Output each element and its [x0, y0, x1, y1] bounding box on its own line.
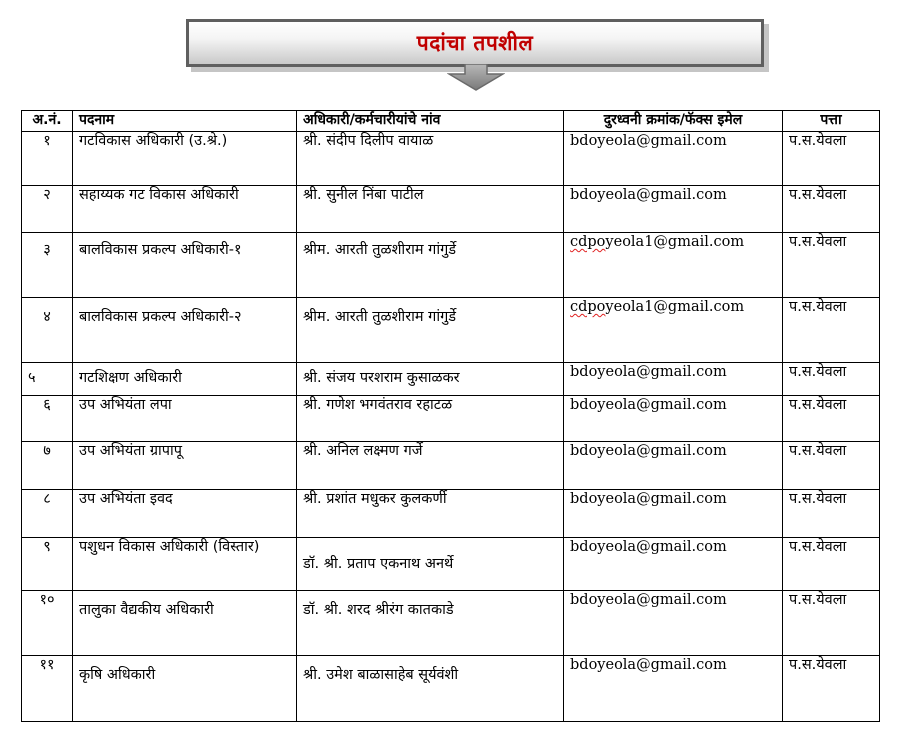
arrow-down-icon — [447, 64, 505, 92]
post-cell: गटविकास अधिकारी (उ.श्रे.) — [73, 132, 297, 186]
serial-cell: ४ — [22, 298, 73, 363]
email-prefix-misspelled: cdpo — [570, 234, 606, 250]
officer-cell: श्री. संदीप दिलीप वायाळ — [297, 132, 564, 186]
email-cell — [564, 591, 783, 656]
header-officer: अधिकारी/कर्मचारीयांचे नांव — [297, 111, 564, 132]
address-cell: प.स.येवला — [783, 186, 880, 233]
serial-cell: १ — [22, 132, 73, 186]
email-text: bdoyeola@gmail.com — [570, 364, 727, 380]
serial-cell: ८ — [22, 490, 73, 538]
email-text: bdoyeola@gmail.com — [570, 491, 727, 507]
email-cell — [564, 186, 783, 233]
address-cell: प.स.येवला — [783, 298, 880, 363]
officer-cell: श्री. प्रशांत मधुकर कुलकर्णी — [297, 490, 564, 538]
email-cell — [564, 656, 783, 722]
email-cell — [564, 396, 783, 442]
table-row — [22, 396, 880, 442]
serial-cell: ७ — [22, 442, 73, 490]
email-text: bdoyeola@gmail.com — [570, 657, 727, 673]
post-cell: उप अभियंता लपा — [73, 396, 297, 442]
post-cell: सहाय्यक गट विकास अधिकारी — [73, 186, 297, 233]
table-row — [22, 490, 880, 538]
email-text: bdoyeola@gmail.com — [570, 133, 727, 149]
serial-cell: ५ — [22, 363, 73, 396]
email-text: bdoyeola@gmail.com — [570, 397, 727, 413]
email-text: bdoyeola@gmail.com — [570, 592, 727, 608]
serial-cell: ९ — [22, 538, 73, 591]
officer-cell: डॉ. श्री. प्रताप एकनाथ अनर्थे — [297, 538, 564, 591]
officer-cell: श्री. अनिल लक्ष्मण गर्जे — [297, 442, 564, 490]
table-header-row — [22, 111, 880, 132]
address-cell: प.स.येवला — [783, 591, 880, 656]
email-prefix-misspelled: cdpo — [570, 299, 606, 315]
serial-cell: ११ — [22, 656, 73, 722]
address-cell: प.स.येवला — [783, 442, 880, 490]
table-row — [22, 186, 880, 233]
serial-cell: ३ — [22, 233, 73, 298]
address-cell: प.स.येवला — [783, 656, 880, 722]
email-cell — [564, 233, 783, 298]
officer-cell: श्री. संजय परशराम कुसाळकर — [297, 363, 564, 396]
email-cell — [564, 132, 783, 186]
email-text: bdoyeola@gmail.com — [570, 443, 727, 459]
post-cell: कृषि अधिकारी — [73, 656, 297, 722]
serial-cell: १० — [22, 591, 73, 656]
email-cell — [564, 490, 783, 538]
post-cell: उप अभियंता ग्रापापू — [73, 442, 297, 490]
header-post: पदनाम — [73, 111, 297, 132]
title-banner — [186, 19, 764, 67]
post-cell: बालविकास प्रकल्प अधिकारी-१ — [73, 233, 297, 298]
officer-cell: श्रीम. आरती तुळशीराम गांगुर्डे — [297, 233, 564, 298]
officer-cell: श्री. सुनील निंबा पाटील — [297, 186, 564, 233]
email-text: bdoyeola@gmail.com — [570, 187, 727, 203]
officer-cell: श्री. गणेश भगवंतराव रहाटळ — [297, 396, 564, 442]
email-cell — [564, 442, 783, 490]
table-row — [22, 233, 880, 298]
address-cell: प.स.येवला — [783, 538, 880, 591]
post-cell: तालुका वैद्यकीय अधिकारी — [73, 591, 297, 656]
table-row — [22, 298, 880, 363]
post-cell: बालविकास प्रकल्प अधिकारी-२ — [73, 298, 297, 363]
table-row — [22, 656, 880, 722]
address-cell: प.स.येवला — [783, 233, 880, 298]
serial-cell: ६ — [22, 396, 73, 442]
email-text: yeola1@gmail.com — [605, 234, 745, 250]
email-cell — [564, 298, 783, 363]
table-row — [22, 538, 880, 591]
address-cell: प.स.येवला — [783, 363, 880, 396]
table-row — [22, 132, 880, 186]
address-cell: प.स.येवला — [783, 132, 880, 186]
post-cell: गटशिक्षण अधिकारी — [73, 363, 297, 396]
table-row — [22, 363, 880, 396]
address-cell: प.स.येवला — [783, 396, 880, 442]
page-title: पदांचा तपशील — [416, 31, 534, 55]
email-text: yeola1@gmail.com — [605, 299, 745, 315]
officer-cell: डॉ. श्री. शरद श्रीरंग कातकाडे — [297, 591, 564, 656]
header-contact: दुरध्वनी क्रमांक/फॅक्स इमेल — [564, 111, 783, 132]
header-address: पत्ता — [783, 111, 880, 132]
officer-cell: श्री. उमेश बाळासाहेब सूर्यवंशी — [297, 656, 564, 722]
post-cell: पशुधन विकास अधिकारी (विस्तार) — [73, 538, 297, 591]
header-serial: अ.नं. — [22, 111, 73, 132]
table-row — [22, 591, 880, 656]
posts-table — [21, 110, 880, 722]
email-text: bdoyeola@gmail.com — [570, 539, 727, 555]
post-cell: उप अभियंता इवद — [73, 490, 297, 538]
email-cell — [564, 363, 783, 396]
table-row — [22, 442, 880, 490]
email-cell — [564, 538, 783, 591]
serial-cell: २ — [22, 186, 73, 233]
officer-cell: श्रीम. आरती तुळशीराम गांगुर्डे — [297, 298, 564, 363]
address-cell: प.स.येवला — [783, 490, 880, 538]
